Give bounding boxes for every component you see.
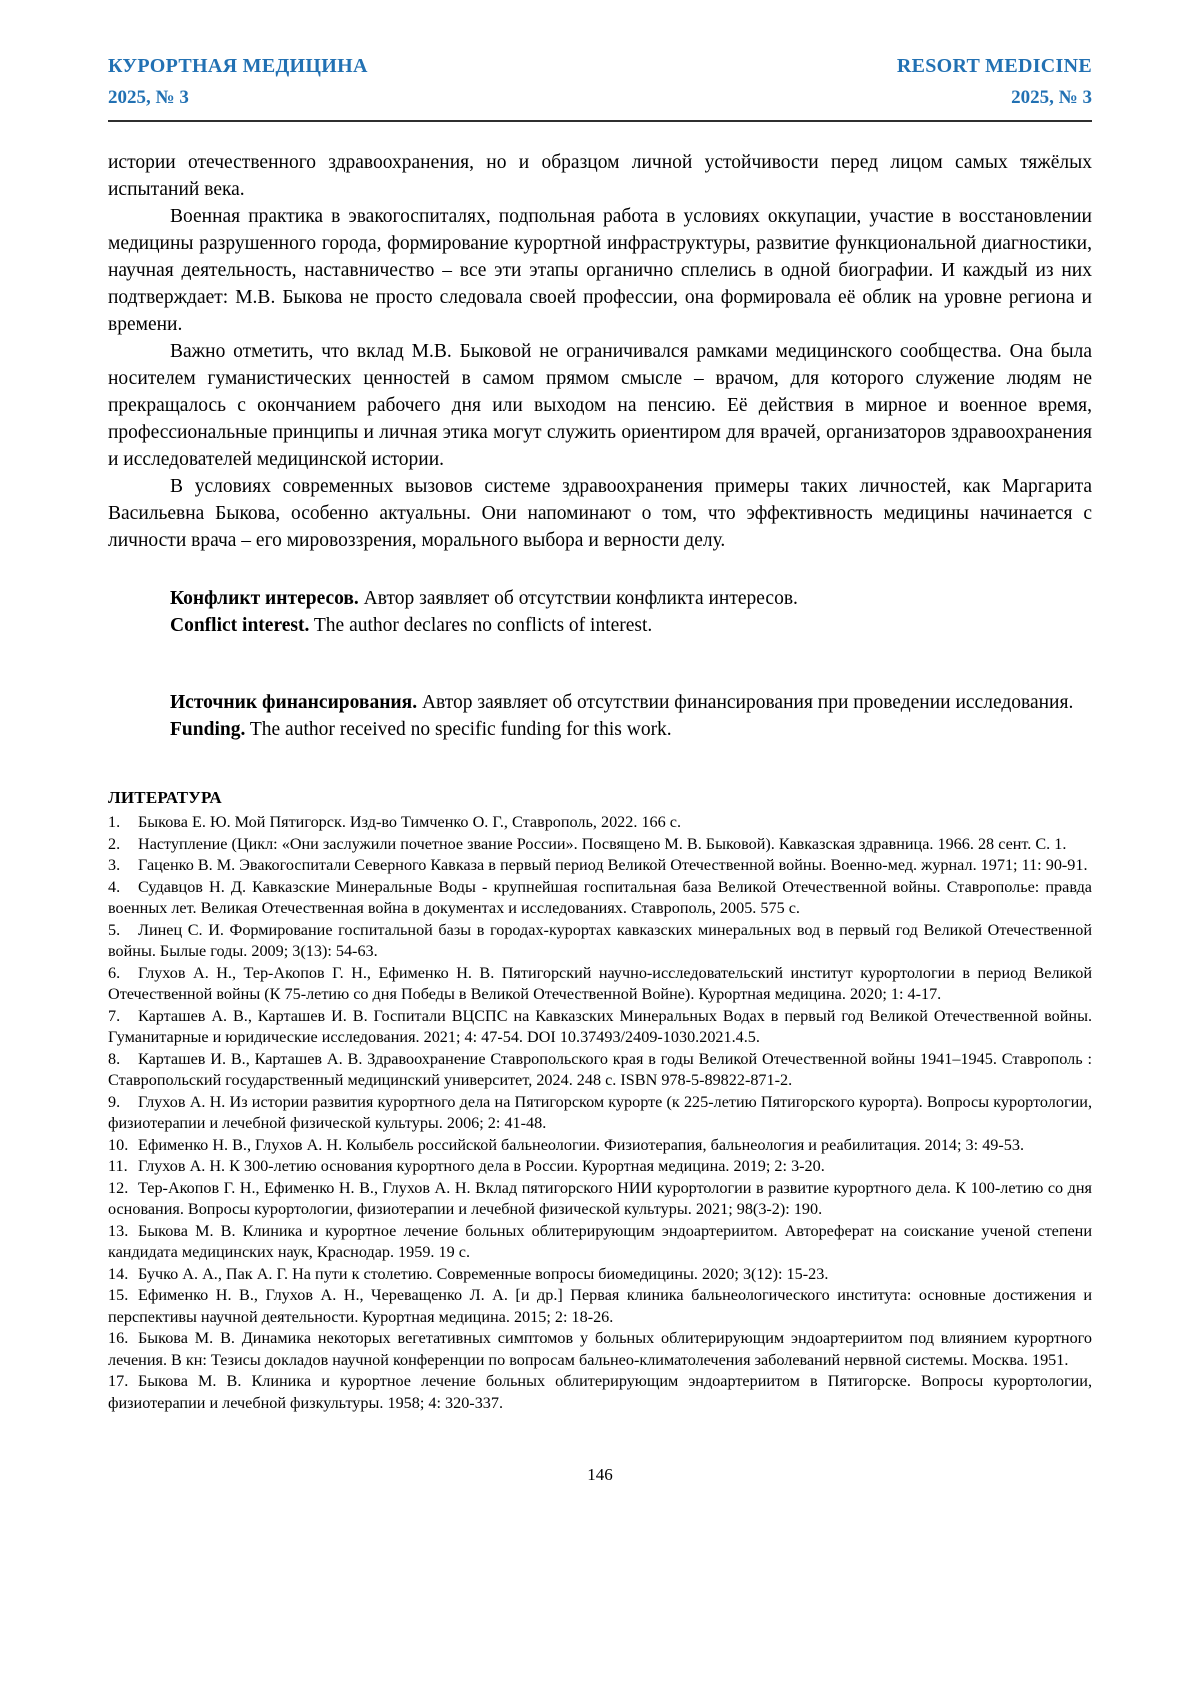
header-rule bbox=[108, 120, 1092, 122]
reference-item: 1. Быкова Е. Ю. Мой Пятигорск. Изд-во Тимченко О. Г., Ставрополь, 2022. 166 с. bbox=[108, 812, 1092, 834]
reference-number: 15. bbox=[108, 1286, 129, 1304]
page-header bbox=[108, 55, 1092, 122]
header-title-row bbox=[108, 55, 1092, 78]
reference-number: 6. bbox=[108, 963, 121, 982]
reference-list bbox=[108, 812, 1092, 1414]
reference-number: 5. bbox=[108, 920, 121, 939]
statement-funding-en: Funding. The author received no specific funding for this work. bbox=[170, 719, 672, 740]
reference-item: 7. Карташев А. В., Карташев И. В. Госпитали ВЦСПС на Кавказских Минеральных Водах в первый год Великой Отечественной войны. Гуманитарные и юридические исследования. 2021; 4: 47-54. DOI 10.37493/2409-1030.2021.4.5. bbox=[108, 1006, 1092, 1046]
statements bbox=[108, 585, 1092, 743]
statement-lead: Конфликт интересов. bbox=[170, 588, 359, 609]
reference-item: 2. Наступление (Цикл: «Они заслужили почетное звание России». Посвящено М. В. Быковой). Кавказская здравница. 1966. 28 сент. С. 1. bbox=[108, 834, 1092, 856]
reference-item: 10. Ефименко Н. В., Глухов А. Н. Колыбель российской бальнеологии. Физиотерапия, бальнеология и реабилитация. 2014; 3: 49-53. bbox=[108, 1135, 1092, 1157]
references-section bbox=[108, 788, 1092, 1414]
reference-number: 16. bbox=[108, 1329, 129, 1347]
reference-number: 12. bbox=[108, 1178, 129, 1197]
reference-number: 4. bbox=[108, 877, 121, 896]
reference-number: 8. bbox=[108, 1049, 121, 1068]
body-paragraph: истории отечественного здравоохранения, но и образцом личной устойчивости перед лицом самых тяжёлых испытаний века. bbox=[108, 152, 1092, 200]
reference-item: 14. Бучко А. А., Пак А. Г. На пути к столетию. Современные вопросы биомедицины. 2020; 3(12): 15-23. bbox=[108, 1264, 1092, 1286]
reference-item: 12. Тер-Акопов Г. Н., Ефименко Н. В., Глухов А. Н. Вклад пятигорского НИИ курортологии в развитие курортного дела. К 100-летию со дня основания. Вопросы курортологии, физиотерапии и лечебной физической культуры. 2021; 98(3-2): 190. bbox=[108, 1178, 1092, 1218]
reference-item: 16. Быкова М. В. Динамика некоторых вегетативных симптомов у больных облитерирующим эндоартериитом под влиянием курортного лечения. В кн: Тезисы докладов научной конференции по вопросам бальнео-климатолечения заболеваний нервной системы. Москва. 1951. bbox=[108, 1329, 1092, 1369]
reference-number: 3. bbox=[108, 856, 121, 874]
issue-label-en: 2025, № 3 bbox=[1011, 87, 1092, 108]
reference-item: 11. Глухов А. Н. К 300-летию основания курортного дела в России. Курортная медицина. 2019; 2: 3-20. bbox=[108, 1156, 1092, 1178]
journal-title-en: RESORT MEDICINE bbox=[896, 55, 1092, 77]
reference-number: 2. bbox=[108, 834, 121, 853]
statement-lead: Источник финансирования. bbox=[170, 692, 418, 713]
reference-item: 9. Глухов А. Н. Из истории развития курортного дела на Пятигорском курорте (к 225-летию Пятигорского курорта). Вопросы курортологии, физиотерапии и лечебной физической культуры. 2006; 2: 41-48. bbox=[108, 1092, 1092, 1132]
body-paragraph: Важно отметить, что вклад М.В. Быковой не ограничивался рамками медицинского сообщества. Она была носителем гуманистических ценностей в самом прямом смысле – врачом, для которого служение людям не прекращалось с окончанием рабочего дня или выходом на пенсию. Её действия в мирное и военное время, профессиональные принципы и личная этика могут служить ориентиром для врачей, организаторов здравоохранения и исследователей медицинской истории. bbox=[108, 341, 1092, 470]
paragraphs bbox=[108, 149, 1092, 554]
page-footer bbox=[108, 1465, 1092, 1697]
body-paragraph: В условиях современных вызовов системе здравоохранения примеры таких личностей, как Маргарита Васильевна Быкова, особенно актуальны. Они напоминают о том, что эффективность медицины начинается с личности врача – его мировоззрения, морального выбора и верности делу. bbox=[108, 476, 1092, 551]
statement-funding-ru: Источник финансирования. Автор заявляет об отсутствии финансирования при проведении исследования. bbox=[170, 692, 1074, 713]
references-heading: ЛИТЕРАТУРА bbox=[108, 788, 222, 807]
reference-item: 4. Судавцов Н. Д. Кавказские Минеральные Воды - крупнейшая госпитальная база Великой Отечественной войны. Ставрополье: правда военных лет. Великая Отечественная война в документах и исследованиях. Ставрополь, 2005. 575 с. bbox=[108, 877, 1092, 917]
page-number: 146 bbox=[587, 1465, 613, 1484]
issue-label-ru: 2025, № 3 bbox=[108, 87, 189, 108]
reference-number: 17. bbox=[108, 1372, 129, 1390]
reference-number: 10. bbox=[108, 1135, 129, 1154]
reference-item: 6. Глухов А. Н., Тер-Акопов Г. Н., Ефименко Н. В. Пятигорский научно-исследовательский институт курортологии в период Великой Отечественной войны (К 75-летию со дня Победы в Великой Отечественной Войне). Курортная медицина. 2020; 1: 4-17. bbox=[108, 963, 1092, 1003]
reference-item: 17. Быкова М. В. Клиника и курортное лечение больных облитерирующим эндоартериитом в Пятигорске. Вопросы курортологии, физиотерапии и лечебной физкультуры. 1958; 4: 320-337. bbox=[108, 1372, 1092, 1412]
journal-title-ru: КУРОРТНАЯ МЕДИЦИНА bbox=[108, 55, 368, 77]
body-paragraph: Военная практика в эвакогоспиталях, подпольная работа в условиях оккупации, участие в восстановлении медицины разрушенного города, формирование курортной инфраструктуры, развитие функциональной диагностики, научная деятельность, наставничество – все эти этапы органично сплелись в одной биографии. И каждый из них подтверждает: М.В. Быкова не просто следовала своей профессии, она формировала её облик на уровне региона и времени. bbox=[108, 206, 1092, 335]
reference-number: 1. bbox=[108, 813, 121, 831]
reference-item: 3. Гаценко В. М. Эвакогоспитали Северного Кавказа в первый период Великой Отечественной войны. Военно-мед. журнал. 1971; 11: 90-91. bbox=[108, 855, 1092, 877]
reference-number: 9. bbox=[108, 1092, 121, 1111]
statement-conflict-ru: Конфликт интересов. Автор заявляет об отсутствии конфликта интересов. bbox=[170, 588, 798, 609]
reference-number: 14. bbox=[108, 1264, 129, 1283]
reference-item: 13. Быкова М. В. Клиника и курортное лечение больных облитерирующим эндоартериитом. Автореферат на соискание ученой степени кандидата медицинских наук, Краснодар. 1959. 19 с. bbox=[108, 1221, 1092, 1261]
statement-conflict-en: Conflict interest. The author declares no conflicts of interest. bbox=[170, 615, 653, 636]
reference-number: 11. bbox=[108, 1157, 128, 1175]
header-issue-row bbox=[108, 87, 1092, 109]
reference-number: 7. bbox=[108, 1006, 121, 1025]
reference-item: 8. Карташев И. В., Карташев А. В. Здравоохранение Ставропольского края в годы Великой Отечественной войны 1941–1945. Ставрополь : Ставропольский государственный медицинский университет, 2024. 248 с. ISBN 978-5-89822-871-2. bbox=[108, 1049, 1092, 1089]
reference-item: 15. Ефименко Н. В., Глухов А. Н., Череващенко Л. А. [и др.] Первая клиника бальнеологического института: основные достижения и перспективы научной деятельности. Курортная медицина. 2015; 2: 18-26. bbox=[108, 1286, 1092, 1326]
statement-lead: Conflict interest. bbox=[170, 615, 310, 636]
statement-lead: Funding. bbox=[170, 719, 246, 740]
reference-item: 5. Линец С. И. Формирование госпитальной базы в городах-курортах кавказских минеральных вод в первый год Великой Отечественной войны. Былые годы. 2009; 3(13): 54-63. bbox=[108, 920, 1092, 960]
reference-number: 13. bbox=[108, 1221, 129, 1240]
article-body bbox=[108, 149, 1092, 1414]
